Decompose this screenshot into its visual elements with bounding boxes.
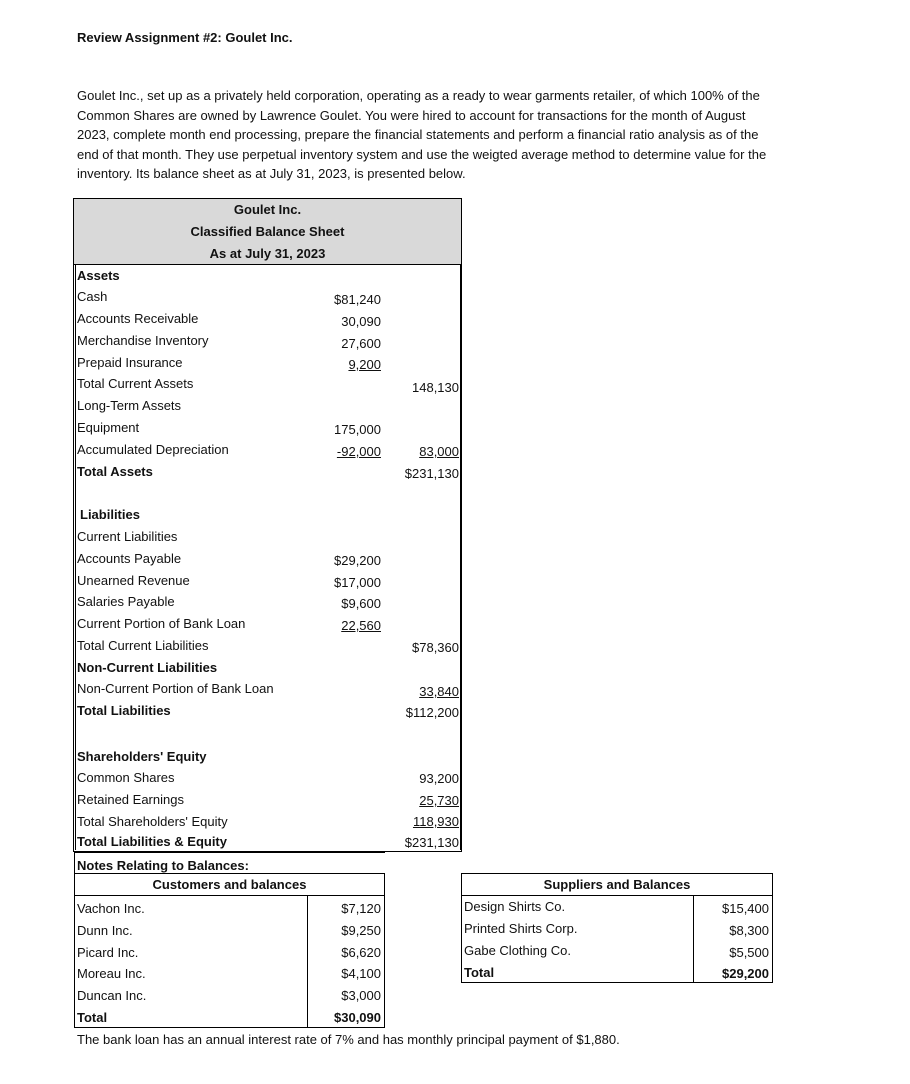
inventory-label: Merchandise Inventory (77, 333, 209, 348)
retained-earnings-total: 25,730 (419, 793, 459, 808)
ncpbl-total: 33,840 (419, 684, 459, 699)
ar-amount: 30,090 (341, 314, 381, 329)
label-column-border (75, 264, 76, 850)
equity-heading: Shareholders' Equity (77, 749, 207, 764)
customer-balance: $7,120 (341, 901, 381, 916)
prepaid-label: Prepaid Insurance (77, 355, 183, 370)
common-shares-total: 93,200 (419, 771, 459, 786)
ncl-heading: Non-Current Liabilities (77, 660, 218, 675)
statement-date: As at July 31, 2023 (209, 246, 326, 261)
accdep-amount: -92,000 (336, 444, 381, 459)
customer-name: Vachon Inc. (77, 901, 145, 916)
tcl-label: Total Current Liabilities (77, 638, 209, 653)
assets-heading: Assets (77, 268, 120, 283)
intro-paragraph: Goulet Inc., set up as a privately held corporation, operating as a ready to wear garments retailer, of which 100% of the Common Shares are owned by Lawrence Goulet. You were hired to account for transactions for the month of August 2023, complete month end processing, prepare the financial statements and perform a financial ratio analysis as of the end of that month. They use perpetual inventory system and use the weigted average method to determine value for the inventory. Its balance sheet as at July 31, 2023, is presented below. (77, 88, 767, 181)
ap-label: Accounts Payable (77, 551, 182, 566)
supplier-balance: $8,300 (729, 923, 769, 938)
customer-name: Dunn Inc. (77, 923, 133, 938)
supplier-balance: $15,400 (722, 901, 769, 916)
total-column-border (460, 264, 461, 850)
notes-heading: Notes Relating to Balances: (77, 858, 249, 873)
total-liabilities-total: $112,200 (405, 705, 459, 720)
notes-top-rule (74, 852, 385, 853)
company-name: Goulet Inc. (233, 202, 302, 217)
supplier-name: Design Shirts Co. (464, 899, 566, 914)
customer-name: Duncan Inc. (77, 988, 147, 1003)
customer-balance: $4,100 (341, 966, 381, 981)
current-liabilities-heading: Current Liabilities (77, 529, 178, 544)
tse-total: 118,930 (412, 814, 459, 829)
tse-label: Total Shareholders' Equity (77, 814, 228, 829)
tca-label: Total Current Assets (77, 376, 194, 391)
customers-total: $30,090 (334, 1010, 381, 1025)
common-shares-label: Common Shares (77, 770, 175, 785)
customer-name: Moreau Inc. (77, 966, 146, 981)
customers-heading: Customers and balances (152, 877, 307, 892)
customers-header-top (74, 873, 385, 874)
retained-earnings-label: Retained Earnings (77, 792, 184, 807)
supplier-name: Gabe Clothing Co. (464, 943, 571, 958)
inventory-amount: 27,600 (341, 336, 381, 351)
cpbl-amount: 22,560 (341, 618, 381, 633)
unearned-amount: $17,000 (334, 575, 381, 590)
suppliers-bottom (461, 982, 773, 983)
equipment-amount: 175,000 (334, 422, 381, 437)
customer-name: Picard Inc. (77, 945, 139, 960)
cpbl-label: Current Portion of Bank Loan (77, 616, 246, 631)
ncpbl-label: Non-Current Portion of Bank Loan (77, 681, 274, 696)
suppliers-heading: Suppliers and Balances (543, 877, 691, 892)
supplier-name: Printed Shirts Corp. (464, 921, 578, 936)
unearned-label: Unearned Revenue (77, 573, 190, 588)
suppliers-header-bottom (461, 895, 773, 896)
salaries-label: Salaries Payable (77, 594, 175, 609)
page-title: Review Assignment #2: Goulet Inc. (77, 30, 293, 45)
liabilities-heading: Liabilities (80, 507, 140, 522)
salaries-amount: $9,600 (341, 596, 381, 611)
tle-total: $231,130 (404, 835, 459, 850)
prepaid-amount: 9,200 (348, 357, 381, 372)
statement-name: Classified Balance Sheet (190, 224, 345, 239)
suppliers-total-label: Total (464, 965, 495, 980)
customers-right-border (384, 873, 385, 1028)
cash-label: Cash (77, 289, 108, 304)
lta-label: Long-Term Assets (77, 398, 182, 413)
ar-label: Accounts Receivable (77, 311, 199, 326)
accdep-label: Accumulated Depreciation (77, 442, 229, 457)
suppliers-top (461, 873, 773, 874)
accdep-total: 83,000 (419, 444, 459, 459)
tca-total: 148,130 (412, 380, 459, 395)
customers-bottom (74, 1027, 385, 1028)
total-liabilities-label: Total Liabilities (77, 703, 171, 718)
total-assets-label: Total Assets (77, 464, 153, 479)
customers-total-label: Total (77, 1010, 108, 1025)
ap-amount: $29,200 (334, 553, 381, 568)
customer-balance: $3,000 (341, 988, 381, 1003)
customers-header-bottom (74, 895, 385, 896)
total-assets-total: $231,130 (404, 466, 459, 481)
tle-label: Total Liabilities & Equity (77, 834, 227, 849)
suppliers-total: $29,200 (722, 966, 769, 981)
equipment-label: Equipment (77, 420, 140, 435)
loan-note: The bank loan has an annual interest rate of 7% and has monthly principal payment of $1,880. (77, 1032, 620, 1047)
customer-balance: $9,250 (341, 923, 381, 938)
tcl-total: $78,360 (412, 640, 459, 655)
cash-amount: $81,240 (334, 292, 381, 307)
supplier-balance: $5,500 (729, 945, 769, 960)
customer-balance: $6,620 (341, 945, 381, 960)
